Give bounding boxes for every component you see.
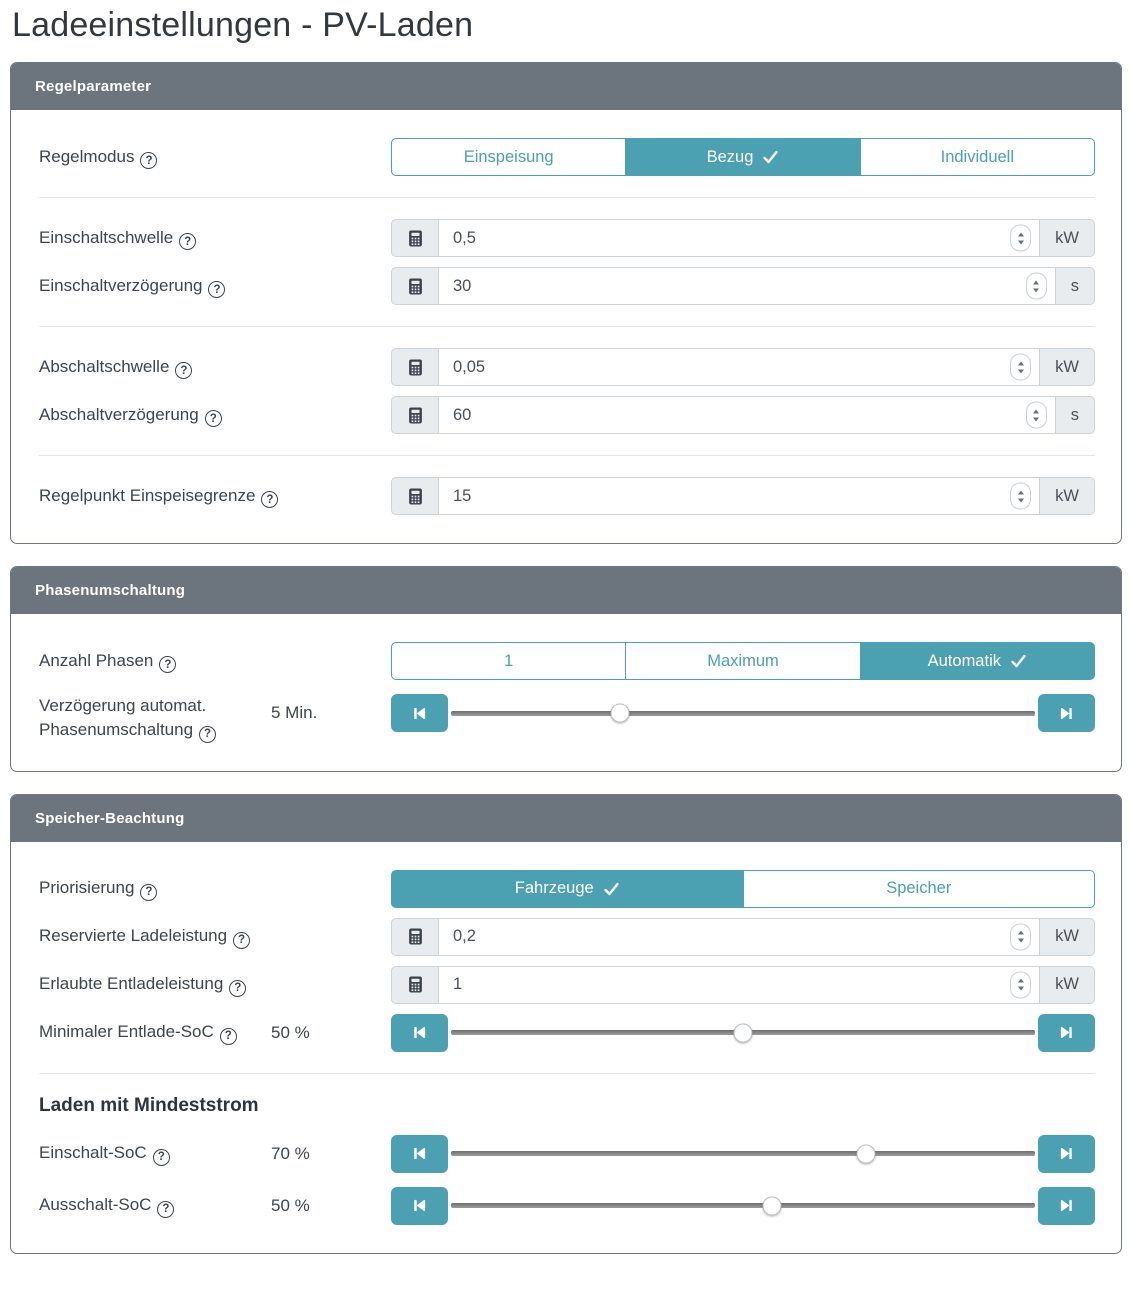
skip-end-button[interactable]: [1038, 1135, 1095, 1173]
skip-start-button[interactable]: [391, 1187, 448, 1225]
slider-track[interactable]: [451, 1030, 1035, 1035]
card-header-speicher-beachtung: Speicher-Beachtung: [11, 795, 1121, 842]
calculator-icon: [407, 488, 424, 505]
divider: [39, 455, 1095, 456]
row-erlaubte-entladeleistung: [39, 966, 1095, 1004]
priorisierung-button-group: [391, 870, 1095, 908]
row-phasen-verzoegerung: [39, 694, 1095, 743]
number-spinner[interactable]: [1010, 923, 1031, 950]
abschaltschwelle-label: Abschaltschwelle: [39, 356, 170, 376]
einschalt-soc-label: Einschalt-SoC: [39, 1143, 147, 1163]
skip-start-icon: [412, 1146, 427, 1161]
help-icon[interactable]: ?: [199, 726, 216, 743]
unit-suffix: kW: [1039, 918, 1095, 956]
number-spinner[interactable]: [1010, 354, 1031, 381]
skip-end-button[interactable]: [1038, 1014, 1095, 1052]
slider-track[interactable]: [451, 1203, 1035, 1208]
regelmodus-button-group: [391, 138, 1095, 176]
calculator-button[interactable]: [391, 267, 439, 305]
row-regelmodus: [39, 138, 1095, 176]
regelpunkt-input[interactable]: [438, 477, 1040, 515]
calculator-button[interactable]: [391, 219, 439, 257]
divider: [39, 197, 1095, 198]
number-spinner[interactable]: [1026, 402, 1047, 429]
row-abschaltverzoegerung: [39, 396, 1095, 434]
check-icon: [762, 150, 779, 164]
abschaltverzoegerung-label: Abschaltverzögerung: [39, 404, 199, 424]
unit-suffix: kW: [1039, 477, 1095, 515]
number-spinner[interactable]: [1026, 273, 1047, 300]
priorisierung-label: Priorisierung: [39, 878, 135, 898]
calculator-button[interactable]: [391, 396, 439, 434]
help-icon[interactable]: ?: [179, 233, 196, 250]
skip-start-icon: [412, 706, 427, 721]
row-min-entlade-soc: [39, 1014, 1095, 1052]
help-icon[interactable]: ?: [140, 152, 157, 169]
phasen-verzoegerung-value: 5 Min.: [271, 703, 318, 722]
erlaubte-entladeleistung-label: Erlaubte Entladeleistung: [39, 974, 224, 994]
calculator-icon: [407, 928, 424, 945]
calculator-icon: [407, 976, 424, 993]
calculator-button[interactable]: [391, 966, 439, 1004]
einschaltverzoegerung-input[interactable]: [438, 267, 1056, 305]
card-phasenumschaltung: [10, 566, 1122, 772]
help-icon[interactable]: ?: [205, 410, 222, 427]
slider-handle[interactable]: [611, 704, 630, 723]
slider-handle[interactable]: [763, 1196, 782, 1215]
help-icon[interactable]: ?: [140, 884, 157, 901]
ausschalt-soc-value: 50 %: [271, 1195, 310, 1215]
anzahl-phasen-option-maximum[interactable]: Maximum: [625, 642, 860, 680]
regelmodus-option-individuell[interactable]: Individuell: [860, 138, 1095, 176]
einschaltverzoegerung-label: Einschaltverzögerung: [39, 275, 203, 295]
unit-suffix: kW: [1039, 966, 1095, 1004]
row-regelpunkt: [39, 477, 1095, 515]
check-icon: [1010, 654, 1027, 668]
help-icon[interactable]: ?: [261, 491, 278, 508]
row-reservierte-ladeleistung: [39, 918, 1095, 956]
slider-track[interactable]: [451, 1151, 1035, 1156]
min-entlade-soc-slider: [391, 1014, 1095, 1052]
number-spinner[interactable]: [1010, 483, 1031, 510]
skip-end-button[interactable]: [1038, 694, 1095, 732]
card-header-regelparameter: Regelparameter: [11, 63, 1121, 110]
priorisierung-option-speicher[interactable]: Speicher: [743, 870, 1096, 908]
row-abschaltschwelle: [39, 348, 1095, 386]
slider-track[interactable]: [451, 711, 1035, 716]
help-icon[interactable]: ?: [159, 656, 176, 673]
phasen-verzoegerung-slider: [391, 694, 1095, 732]
page-title: Ladeeinstellungen - PV-Laden: [12, 6, 474, 44]
calculator-button[interactable]: [391, 477, 439, 515]
help-icon[interactable]: ?: [229, 980, 246, 997]
check-icon: [603, 882, 620, 896]
unit-suffix: s: [1055, 396, 1095, 434]
number-spinner[interactable]: [1010, 971, 1031, 998]
anzahl-phasen-button-group: [391, 642, 1095, 680]
ausschalt-soc-slider: [391, 1187, 1095, 1225]
row-priorisierung: [39, 870, 1095, 908]
unit-suffix: kW: [1039, 348, 1095, 386]
row-ausschalt-soc: [39, 1187, 1095, 1225]
help-icon[interactable]: ?: [153, 1149, 170, 1166]
phasen-verzoegerung-label: Verzögerung automat. Phasenumschaltung: [39, 696, 207, 739]
abschaltverzoegerung-input[interactable]: [438, 396, 1056, 434]
help-icon[interactable]: ?: [175, 362, 192, 379]
anzahl-phasen-label: Anzahl Phasen: [39, 650, 154, 670]
reservierte-ladeleistung-label: Reservierte Ladeleistung: [39, 926, 228, 946]
regelmodus-option-einspeisung[interactable]: Einspeisung: [391, 138, 626, 176]
anzahl-phasen-option-automatik[interactable]: Automatik: [860, 642, 1095, 680]
calculator-button[interactable]: [391, 348, 439, 386]
divider: [39, 326, 1095, 327]
unit-suffix: kW: [1039, 219, 1095, 257]
regelmodus-label: Regelmodus: [39, 146, 135, 166]
skip-start-button[interactable]: [391, 1135, 448, 1173]
einschaltschwelle-input[interactable]: [438, 219, 1040, 257]
divider: [39, 1073, 1095, 1074]
calculator-icon: [407, 278, 424, 295]
calculator-icon: [407, 230, 424, 247]
row-einschaltschwelle: [39, 219, 1095, 257]
min-entlade-soc-value: 50 %: [271, 1022, 310, 1042]
row-einschalt-soc: [39, 1135, 1095, 1173]
skip-end-icon: [1059, 1198, 1074, 1213]
regelpunkt-label: Regelpunkt Einspeisegrenze: [39, 485, 256, 505]
abschaltschwelle-input[interactable]: [438, 348, 1040, 386]
card-regelparameter: [10, 62, 1122, 544]
skip-start-button[interactable]: [391, 1014, 448, 1052]
skip-end-button[interactable]: [1038, 1187, 1095, 1225]
help-icon[interactable]: ?: [208, 281, 225, 298]
row-anzahl-phasen: [39, 642, 1095, 680]
skip-start-button[interactable]: [391, 694, 448, 732]
reservierte-ladeleistung-input[interactable]: [438, 918, 1040, 956]
skip-start-icon: [412, 1025, 427, 1040]
mindeststrom-heading: Laden mit Mindeststrom: [39, 1094, 259, 1116]
unit-suffix: s: [1055, 267, 1095, 305]
einschaltschwelle-label: Einschaltschwelle: [39, 227, 174, 247]
skip-start-icon: [412, 1198, 427, 1213]
calculator-button[interactable]: [391, 918, 439, 956]
priorisierung-option-fahrzeuge[interactable]: Fahrzeuge: [391, 870, 744, 908]
slider-handle[interactable]: [734, 1023, 753, 1042]
ausschalt-soc-label: Ausschalt-SoC: [39, 1195, 152, 1215]
help-icon[interactable]: ?: [220, 1028, 237, 1045]
anzahl-phasen-option-1[interactable]: 1: [391, 642, 626, 680]
einschalt-soc-value: 70 %: [271, 1143, 310, 1163]
row-einschaltverzoegerung: [39, 267, 1095, 305]
card-header-phasenumschaltung: Phasenumschaltung: [11, 567, 1121, 614]
skip-end-icon: [1059, 1025, 1074, 1040]
calculator-icon: [407, 407, 424, 424]
einschalt-soc-slider: [391, 1135, 1095, 1173]
number-spinner[interactable]: [1010, 225, 1031, 252]
help-icon[interactable]: ?: [233, 932, 250, 949]
erlaubte-entladeleistung-input[interactable]: [438, 966, 1040, 1004]
regelmodus-option-bezug[interactable]: Bezug: [625, 138, 860, 176]
min-entlade-soc-label: Minimaler Entlade-SoC: [39, 1022, 214, 1042]
slider-handle[interactable]: [856, 1144, 875, 1163]
calculator-icon: [407, 359, 424, 376]
card-speicher-beachtung: [10, 794, 1122, 1254]
skip-end-icon: [1059, 1146, 1074, 1161]
skip-end-icon: [1059, 706, 1074, 721]
help-icon[interactable]: ?: [157, 1201, 174, 1218]
